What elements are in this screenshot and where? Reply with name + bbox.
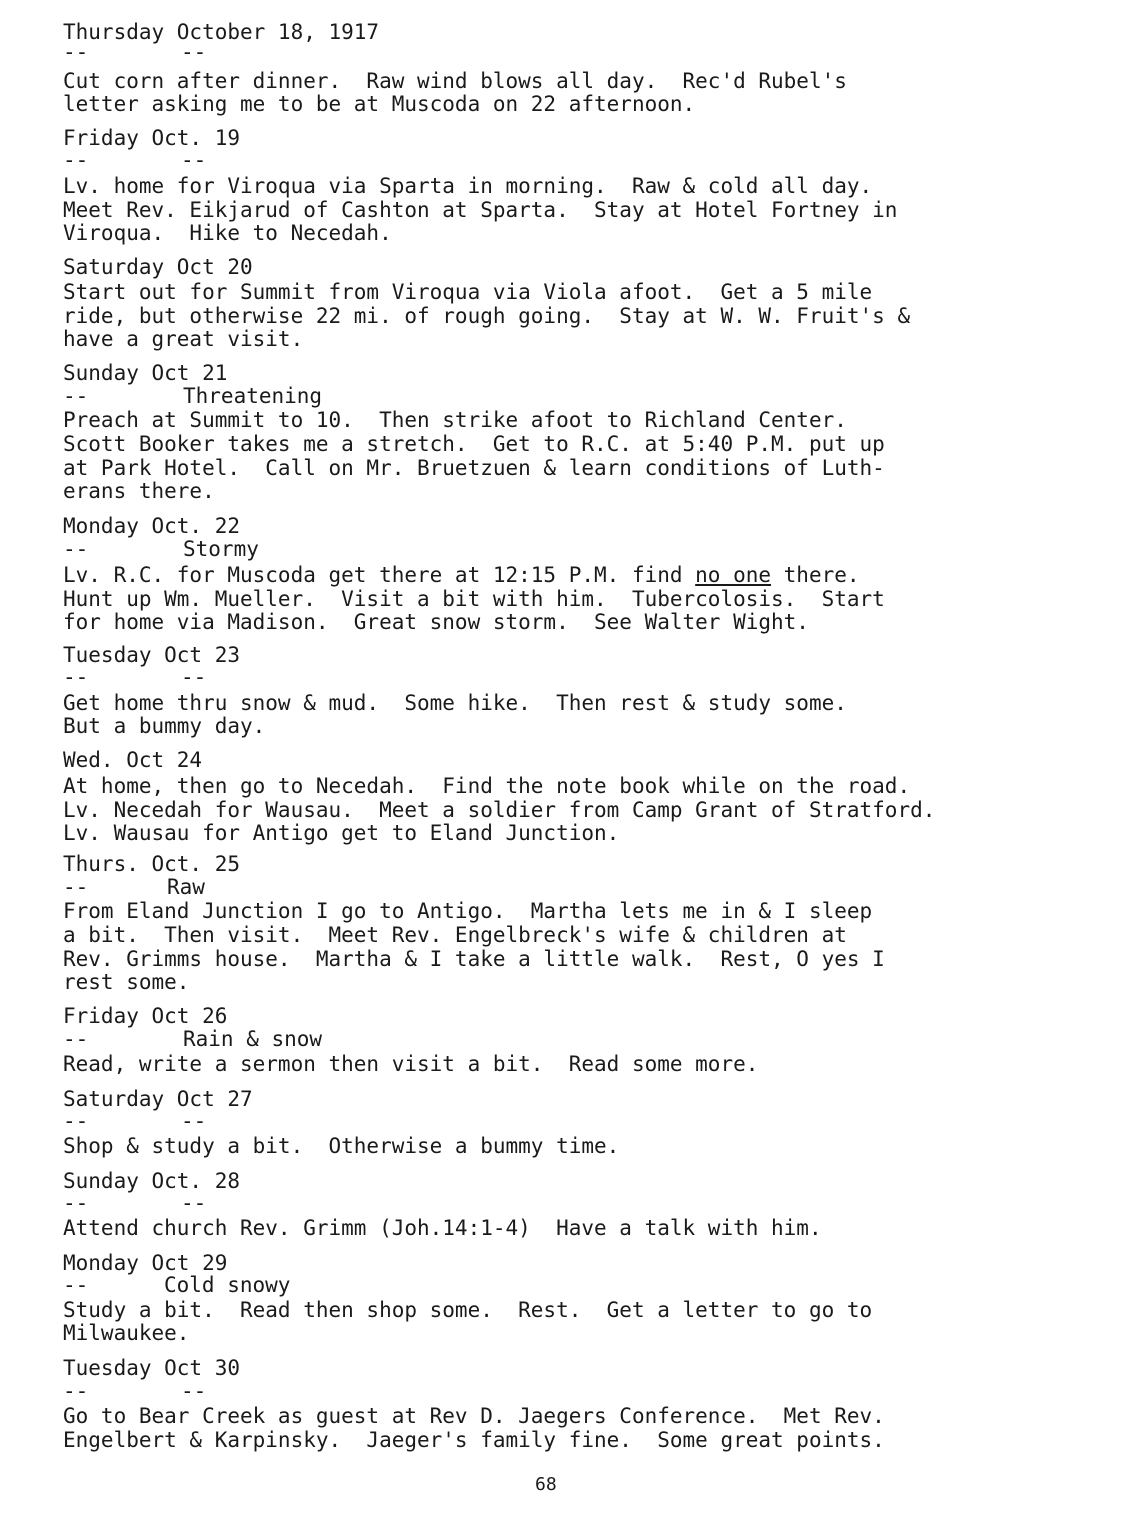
entry-line: Scott Booker takes me a stretch. Get to R.C. at 5:40 P.M. put up — [63, 432, 885, 456]
entry-date: Saturday Oct 27 — [63, 1087, 253, 1111]
entry-line: Shop & study a bit. Otherwise a bummy time. — [63, 1134, 620, 1158]
dash-mark: -- — [63, 1109, 89, 1133]
entry-date: Thursday October 18, 1917 — [63, 20, 380, 44]
entry-line: Lv. Necedah for Wausau. Meet a soldier from Camp Grant of Stratford. — [63, 798, 936, 822]
entry-line: From Eland Junction I go to Antigo. Martha lets me in & I sleep — [63, 899, 873, 923]
entry-line: Preach at Summit to 10. Then strike afoot to Richland Center. — [63, 408, 847, 432]
weather-note: Raw — [167, 875, 205, 899]
entry-line: Meet Rev. Eikjarud of Cashton at Sparta. Stay at Hotel Fortney in — [63, 198, 898, 222]
weather-note: Stormy — [183, 537, 259, 561]
entry-date: Tuesday Oct 23 — [63, 643, 241, 667]
entry-date: Monday Oct 29 — [63, 1251, 228, 1275]
entry-line: Read, write a sermon then visit a bit. Read some more. — [63, 1052, 759, 1076]
entry-date: Wed. Oct 24 — [63, 748, 203, 772]
entry-line-start: Lv. R.C. for Muscoda get there at 12:15 P.M. find — [63, 563, 696, 587]
dash-mark: -- — [63, 875, 89, 899]
entry-line: Attend church Rev. Grimm (Joh.14:1-4) Have a talk with him. — [63, 1216, 822, 1240]
entry-line: Viroqua. Hike to Necedah. — [63, 221, 392, 245]
entry-line: Start out for Summit from Viroqua via Viola afoot. Get a 5 mile — [63, 280, 873, 304]
entry-line: Study a bit. Read then shop some. Rest. Get a letter to go to — [63, 1298, 873, 1322]
entry-date: Thurs. Oct. 25 — [63, 852, 241, 876]
dash-mark: -- — [181, 40, 207, 64]
dash-mark: -- — [181, 665, 207, 689]
dash-mark: -- — [63, 1027, 89, 1051]
dash-mark: -- — [181, 1191, 207, 1215]
entry-line: At home, then go to Necedah. Find the note book while on the road. — [63, 774, 911, 798]
dash-mark: -- — [63, 40, 89, 64]
dash-mark: -- — [63, 1191, 89, 1215]
entry-line: at Park Hotel. Call on Mr. Bruetzuen & learn conditions of Luth- — [63, 456, 885, 480]
weather-note: Cold snowy — [164, 1273, 291, 1297]
entry-line: Get home thru snow & mud. Some hike. Then rest & study some. — [63, 691, 847, 715]
dash-mark: -- — [63, 665, 89, 689]
entry-line: Milwaukee. — [63, 1321, 190, 1345]
dash-mark: -- — [63, 148, 89, 172]
entry-line: rest some. — [63, 970, 190, 994]
dash-mark: -- — [181, 148, 207, 172]
entry-date: Friday Oct 26 — [63, 1004, 228, 1028]
entry-date: Monday Oct. 22 — [63, 514, 241, 538]
dash-mark: -- — [63, 1379, 89, 1403]
entry-line-end: there. — [771, 563, 860, 587]
entry-line: ride, but otherwise 22 mi. of rough going. Stay at W. W. Fruit's & — [63, 304, 911, 328]
underlined-phrase: no one — [695, 563, 772, 587]
entry-date: Tuesday Oct 30 — [63, 1356, 241, 1380]
entry-line: Lv. Wausau for Antigo get to Eland Junction. — [63, 821, 620, 845]
entry-line — [63, 563, 860, 587]
entry-line: have a great visit. — [63, 327, 304, 351]
dash-mark: -- — [63, 384, 89, 408]
entry-line: Go to Bear Creek as guest at Rev D. Jaegers Conference. Met Rev. — [63, 1404, 885, 1428]
weather-note: Threatening — [183, 384, 323, 408]
entry-line: a bit. Then visit. Meet Rev. Engelbreck's wife & children at — [63, 923, 847, 947]
entry-date: Sunday Oct. 28 — [63, 1169, 241, 1193]
weather-note: Rain & snow — [183, 1027, 323, 1051]
entry-line: letter asking me to be at Muscoda on 22 afternoon. — [63, 92, 696, 116]
entry-line: for home via Madison. Great snow storm. See Walter Wight. — [63, 610, 809, 634]
entry-date: Saturday Oct 20 — [63, 255, 253, 279]
entry-line: Lv. home for Viroqua via Sparta in morning. Raw & cold all day. — [63, 174, 873, 198]
entry-line: But a bummy day. — [63, 714, 266, 738]
entry-line: Cut corn after dinner. Raw wind blows all day. Rec'd Rubel's — [63, 69, 847, 93]
dash-mark: -- — [63, 1273, 89, 1297]
dash-mark: -- — [181, 1379, 207, 1403]
entry-date: Sunday Oct 21 — [63, 361, 228, 385]
dash-mark: -- — [181, 1109, 207, 1133]
page-number: 68 — [535, 1474, 557, 1495]
entry-line: Engelbert & Karpinsky. Jaeger's family fine. Some great points. — [63, 1428, 885, 1452]
entry-line: Hunt up Wm. Mueller. Visit a bit with him. Tubercolosis. Start — [63, 587, 885, 611]
entry-date: Friday Oct. 19 — [63, 126, 241, 150]
entry-line: Rev. Grimms house. Martha & I take a little walk. Rest, O yes I — [63, 947, 885, 971]
entry-line: erans there. — [63, 479, 215, 503]
dash-mark: -- — [63, 537, 89, 561]
